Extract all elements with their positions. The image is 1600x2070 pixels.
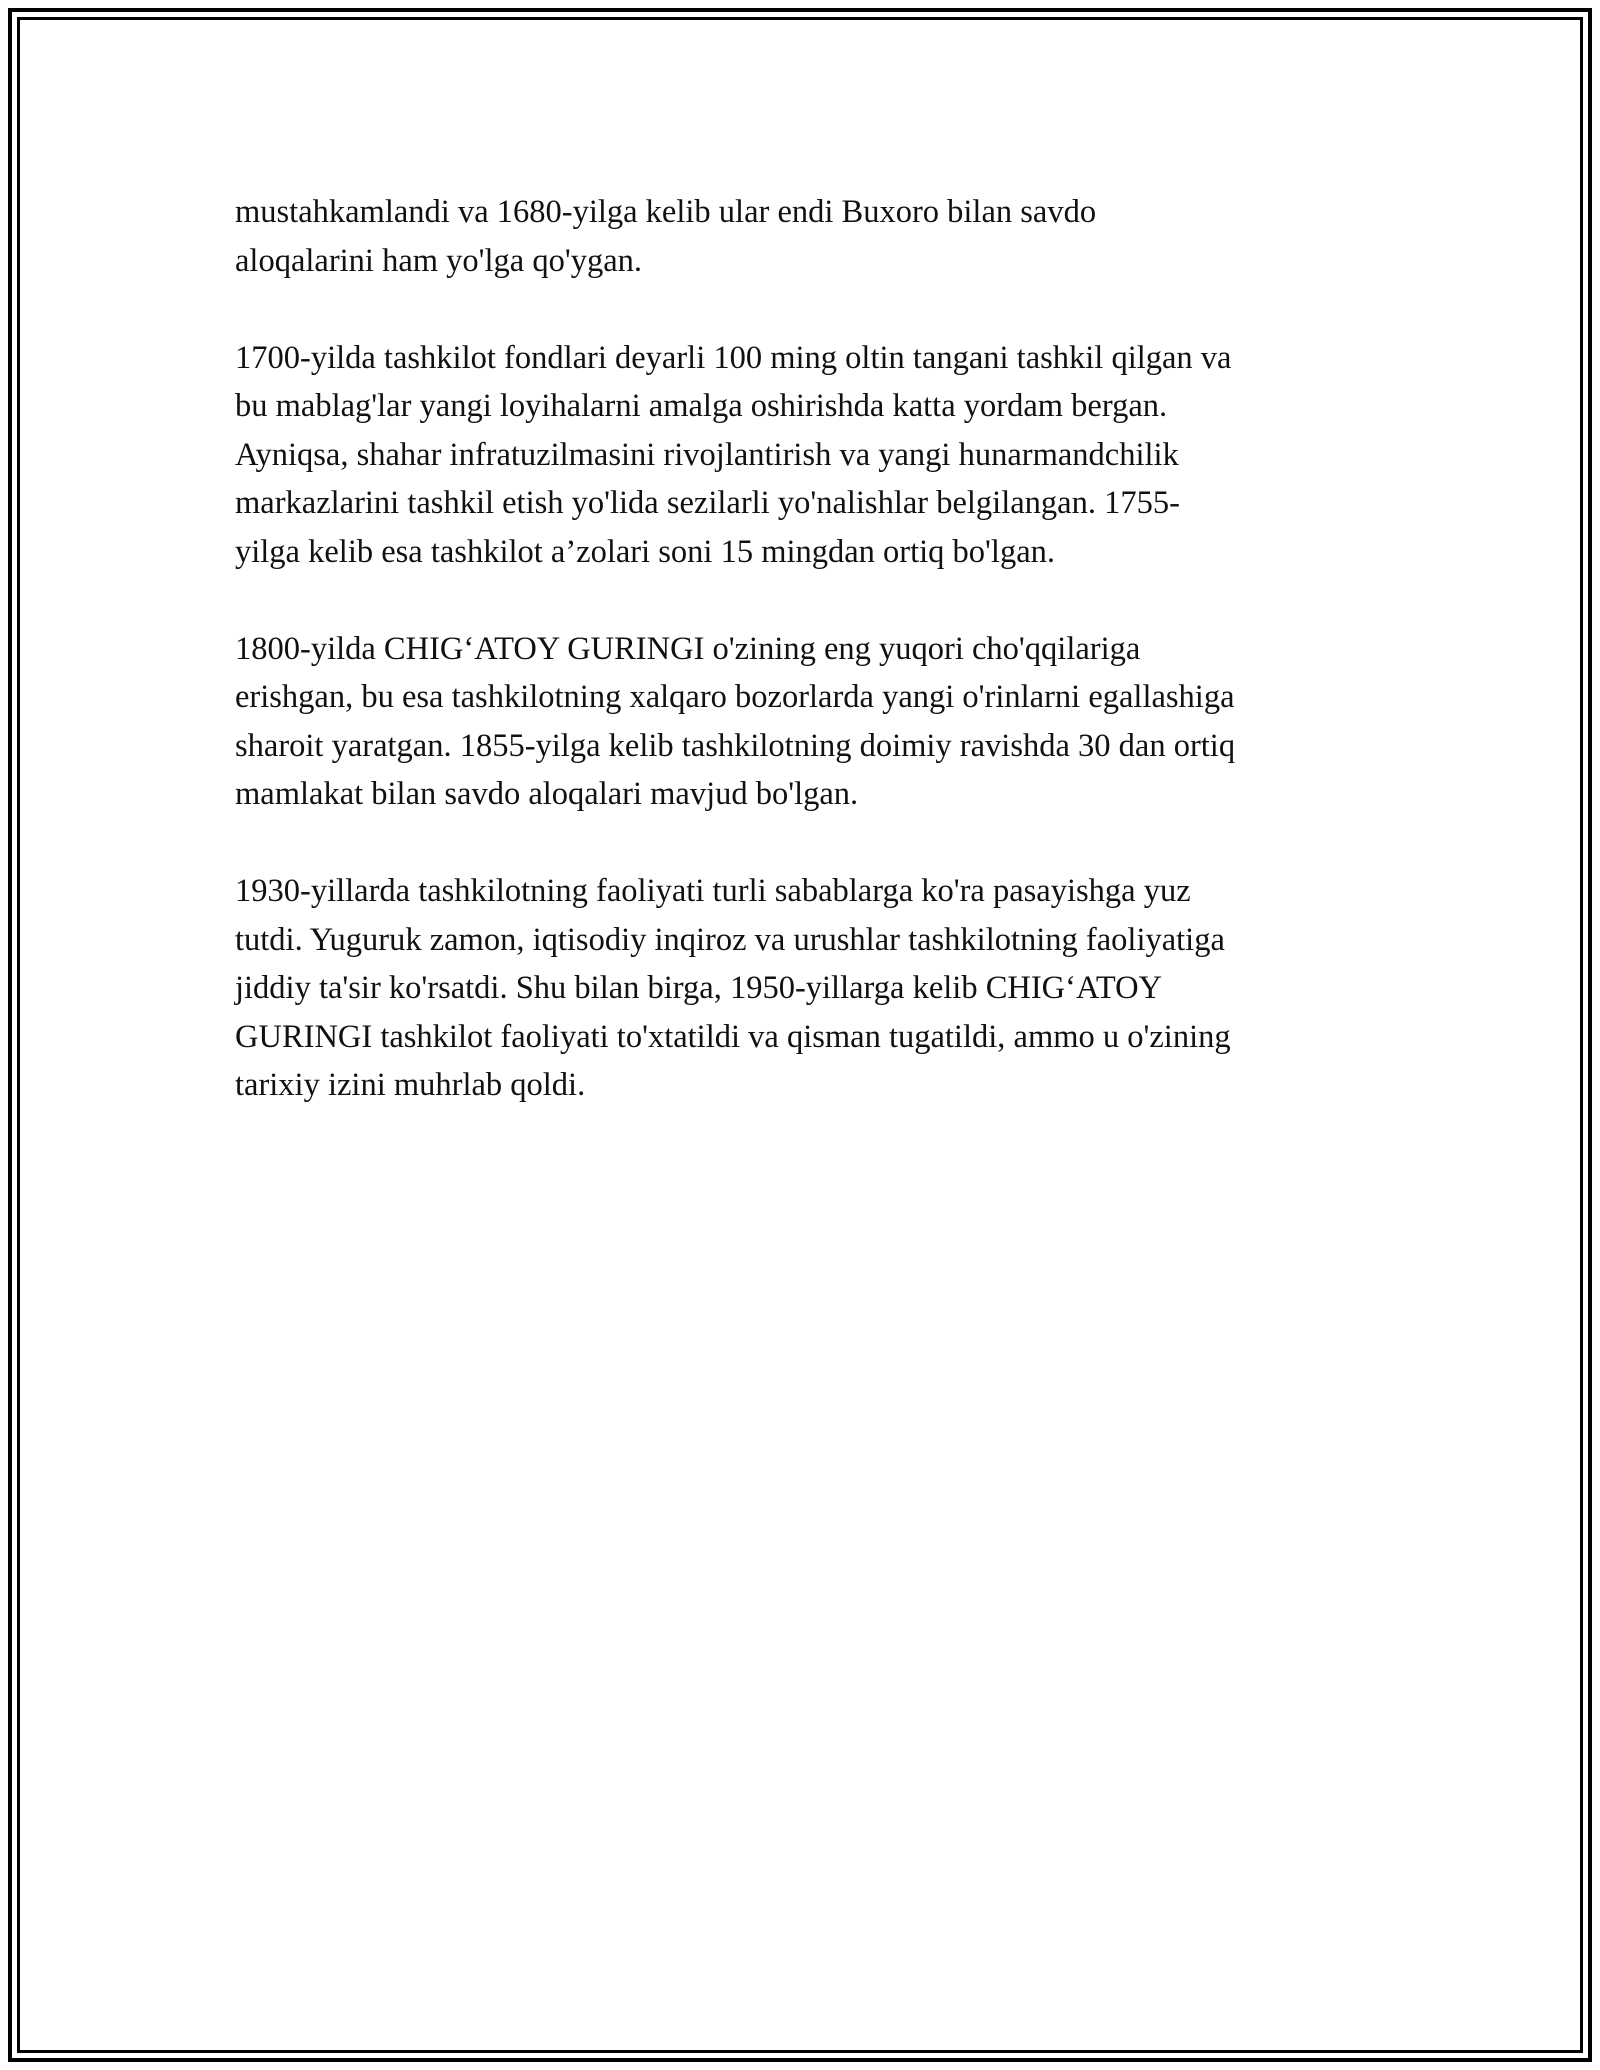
- paragraph-3: 1800-yilda CHIG‘ATOY GURINGI o'zining eng yuqori cho'qqilariga erishgan, bu esa tashkilotning xalqaro bozorlarda yangi o'rinlarni egallashiga sharoit yaratgan. 1855-yilga kelib tashkilotning doimiy ravishda 30 dan ortiq mamlakat bilan savdo aloqalari mavjud bo'lgan.: [235, 630, 1236, 812]
- paragraph-2: 1700-yilda tashkilot fondlari deyarli 100 ming oltin tangani tashkil qilgan va bu mablag'lar yangi loyihalarni amalga oshirishda katta yordam bergan. Ayniqsa, shahar infratuzilmasini rivojlantirish va yangi hunarmandchilik markazlarini tashkil etish yo'lida sezilarli yo'nalishlar belgilangan. 1755- yilga kelib esa tashkilot a’zolari soni 15 mingdan ortiq bo'lgan.: [235, 339, 1232, 570]
- document-body: [235, 188, 1375, 1158]
- paragraph-1: mustahkamlandi va 1680-yilga kelib ular endi Buxoro bilan savdo aloqalarini ham yo'lga qo'ygan.: [235, 194, 1097, 279]
- paragraph-4: 1930-yillarda tashkilotning faoliyati turli sabablarga ko'ra pasayishga yuz tutdi. Yuguruk zamon, iqtisodiy inqiroz va urushlar tashkilotning faoliyatiga jiddiy ta'sir ko'rsatdi. Shu bilan birga, 1950-yillarga kelib CHIG‘ATOY GURINGI tashkilot faoliyati to'xtatildi va qisman tugatildi, ammo u o'zining tarixiy izini muhrlab qoldi.: [235, 873, 1231, 1103]
